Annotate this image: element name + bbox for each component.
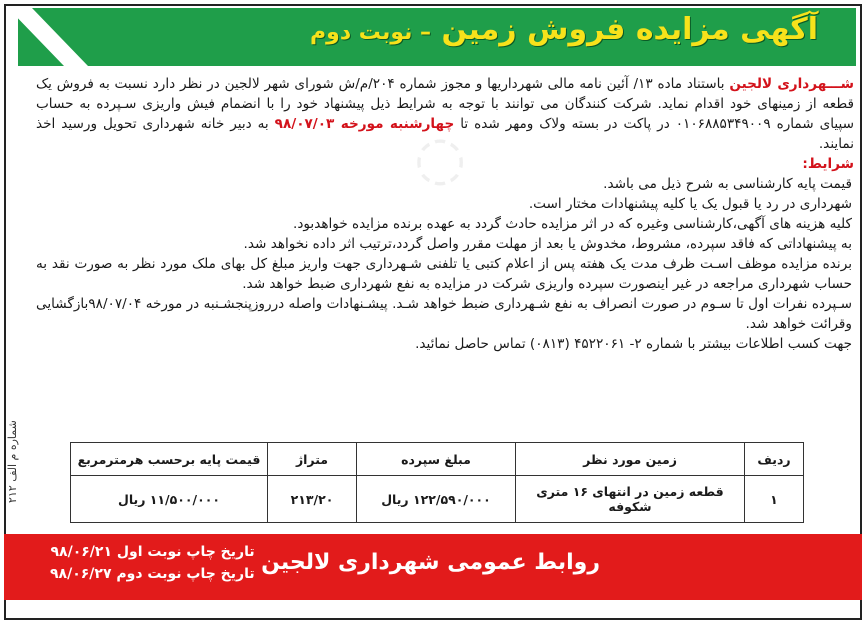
print-date-first: تاریخ چاپ نوبت اول ۹۸/۰۶/۲۱ (50, 544, 255, 560)
print-date-second: تاریخ چاپ نوبت دوم ۹۸/۰۶/۲۷ (50, 566, 255, 582)
org-name: شـــهرداری لالجین (729, 76, 855, 92)
cell-deposit: ۱۲۲/۵۹۰/۰۰۰ ریال (357, 476, 516, 523)
condition-item: برنده مزایده موظف اسـت ظرف مدت یک هفته پس از اعلام کتبی یا تلفنی شـهرداری جهت واریز مبلغ کل بهای ملک مورد نظر به صورت نقد به حساب شهرداری مراجعه در غیر اینصورت سپرده واریزی شرکت در مزایده به نفع شهرداری ضبط خواهد شد. (36, 256, 852, 292)
footer-org: روابط عمومی شهرداری لالجین (261, 550, 600, 575)
deadline: چهارشنبه مورخه ۹۸/۰۷/۰۳ (274, 116, 455, 132)
auction-table (70, 442, 804, 523)
ad-title-main: آگهی مزایده فروش زمین (441, 12, 818, 47)
col-header-area: متراژ (268, 443, 357, 476)
cell-base-price: ۱۱/۵۰۰/۰۰۰ ریال (71, 476, 268, 523)
table-row (71, 476, 804, 523)
ad-reference-number: شماره م الف ۲۱۲ (6, 420, 19, 503)
condition-item: کلیه هزینه های آگهی،کارشناسی وغیره که در اثر مزایده حادث گردد به عهده برنده مزایده خواهدبود. (293, 216, 852, 232)
intro-text-1: باستناد ماده ۱۳/ آئین نامه مالی شهرداریها و مجوز شماره ۲۰۴/م/ش شورای شهر لالجین در نظر دارد نسبت به فروش یک قطعه از زمینهای خود اقدام نماید. شرکت کنندگان می توانند با توجه به شرایط ذیل پیشنهاد خود را با انضمام فیش واریزی سـپرده به حساب سپیای شماره ۰۱۰۶۸۸۵۳۴۹۰۰۹ در پاکت در بسته ولاک ومهر شده تا (36, 76, 854, 132)
footer-dates (50, 541, 255, 585)
col-header-base-price: قیمت پایه برحسب هرمترمربع (71, 443, 268, 476)
condition-item: قیمت پایه کارشناسی به شرح ذیل می باشد. (603, 176, 852, 192)
condition-item: جهت کسب اطلاعات بیشتر با شماره ۲- ۴۵۲۲۰۶۱ (۰۸۱۳) تماس حاصل نمائید. (415, 336, 852, 352)
ad-body (36, 74, 854, 354)
footer-banner (4, 534, 862, 600)
ad-title (310, 12, 818, 47)
col-header-row-number: ردیف (745, 443, 804, 476)
conditions-title: شرایط: (802, 156, 854, 172)
cell-land: قطعه زمین در انتهای ۱۶ متری شکوفه (516, 476, 745, 523)
intro-paragraph (36, 74, 854, 154)
cell-row-number: ۱ (745, 476, 804, 523)
table-header-row (71, 443, 804, 476)
col-header-deposit: مبلغ سپرده (357, 443, 516, 476)
condition-item: به پیشنهاداتی که فاقد سپرده، مشروط، مخدوش یا بعد از مهلت مقرر واصل گردد،ترتیب اثر داده نخواهد شد. (243, 236, 852, 252)
col-header-land: زمین مورد نظر (516, 443, 745, 476)
condition-item: سـپرده نفرات اول تا سـوم در صورت انصراف به نفع شـهرداری ضبط خواهد شـد. پیشـنهادات واصله درروزپنجشـنبه در مورخه ۹۸/۰۷/۰۴بازگشایی وقرائت خواهد شد. (36, 296, 852, 332)
ad-title-turn: – نوبت دوم (310, 20, 432, 45)
intro-text-2: به دبیر خانه شهرداری تحویل ورسید اخذ نمایند. (36, 116, 854, 152)
cell-area: ۲۱۳/۲۰ (268, 476, 357, 523)
condition-item: شهرداری در رد یا قبول یک یا کلیه پیشنهادات مختار است. (528, 196, 852, 212)
